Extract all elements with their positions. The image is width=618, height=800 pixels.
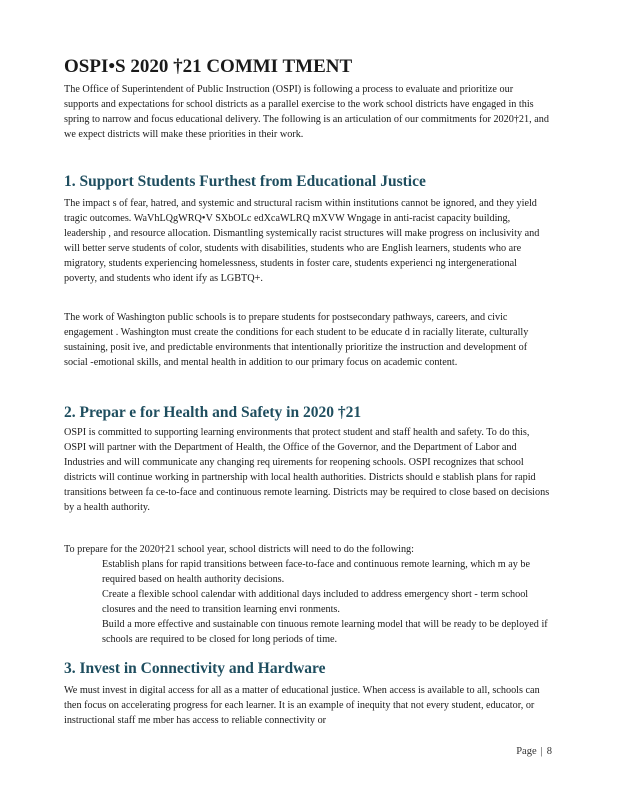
list-item-text: Create a flexible school calendar with additional days included to address emergency short - term school closures and the need to transition learning envi ronments. bbox=[102, 589, 529, 615]
section-3-heading: 3. Invest in Connectivity and Hardware bbox=[64, 660, 326, 677]
list-item-text: Build a more effective and sustainable con tinuous remote learning model that will be ready to be deployed if schools are required to be closed for long periods of time. bbox=[102, 619, 548, 645]
page-title: OSPI•S 2020 †21 COMMI TMENT bbox=[64, 56, 353, 77]
section-1-paragraph-2: The work of Washington public schools is to prepare students for postsecondary pathways, careers, and civic engagement . Washington must create the conditions for each student to be educate d in racially literate, culturally sustaining, posit ive, and predictable environments that intentionally prioritize the instruction and development of social -emotional skills, and mental health in addition to our primary focus on academic content. bbox=[64, 312, 529, 368]
section-1-heading: 1. Support Students Furthest from Educational Justice bbox=[64, 173, 426, 190]
section-2-heading: 2. Prepar e for Health and Safety in 2020 †21 bbox=[64, 404, 362, 421]
section-3-paragraph-1: We must invest in digital access for all as a matter of educational justice. When access is available to all, schools can then focus on accelerating progress for each learner. It is an example of inequity that not every student, educator, or instructional staff me mber has access to reliable connectivity or bbox=[64, 685, 540, 726]
page-footer bbox=[516, 746, 552, 757]
intro-paragraph: The Office of Superintendent of Public Instruction (OSPI) is following a process to evaluate and prioritize our supports and expectations for school districts as a parallel exercise to the work school districts have engaged in this spring to narrow and focus educational delivery. The following is an articulation of our commitments for 2020†21, and we expect districts will make these priorities in their work. bbox=[64, 84, 549, 140]
footer-separator: | bbox=[540, 746, 543, 757]
list-item bbox=[84, 617, 550, 647]
list-item-text: Establish plans for rapid transitions between face-to-face and continuous remote learning, which m ay be required based on health authority decisions. bbox=[102, 559, 531, 585]
section-2-paragraph-2: To prepare for the 2020†21 school year, school districts will need to do the following: bbox=[64, 544, 414, 555]
footer-page-label: Page bbox=[516, 746, 537, 757]
section-1-paragraph-1: The impact s of fear, hatred, and systemic and structural racism within institutions cannot be ignored, and they yield tragic outcomes. WaVhLQgWRQ•V SXbOLc edXcaWLRQ mXVW Wngage in anti-racist capacity building, leadership , and resource allocation. Dismantling systemically racist structures will make progress on inclusivity and will better serve students of color, students with disabilities, students who are English learners, students who are migratory, students experiencing homelessness, students in foster care, students experienci ng intergenerational poverty, and students who ident ify as LGBTQ+. bbox=[64, 198, 540, 284]
section-2-paragraph-1: OSPI is committed to supporting learning environments that protect student and staff health and safety. To do this, OSPI will partner with the Department of Health, the Office of the Governor, and the Department of Labor and Industries and will communicate any changing req uirements for reopening schools. OSPI recognizes that school districts will continue working in partnership with local health authorities. Districts should e stablish plans for rapid transitions between fa ce-to-face and continuous remote learning. Districts may be required to close based on decisions by a health authority. bbox=[64, 427, 550, 513]
footer-page-number: 8 bbox=[546, 746, 552, 757]
section-2-bullet-list bbox=[84, 557, 550, 647]
list-item bbox=[84, 587, 550, 617]
list-item bbox=[84, 557, 550, 587]
